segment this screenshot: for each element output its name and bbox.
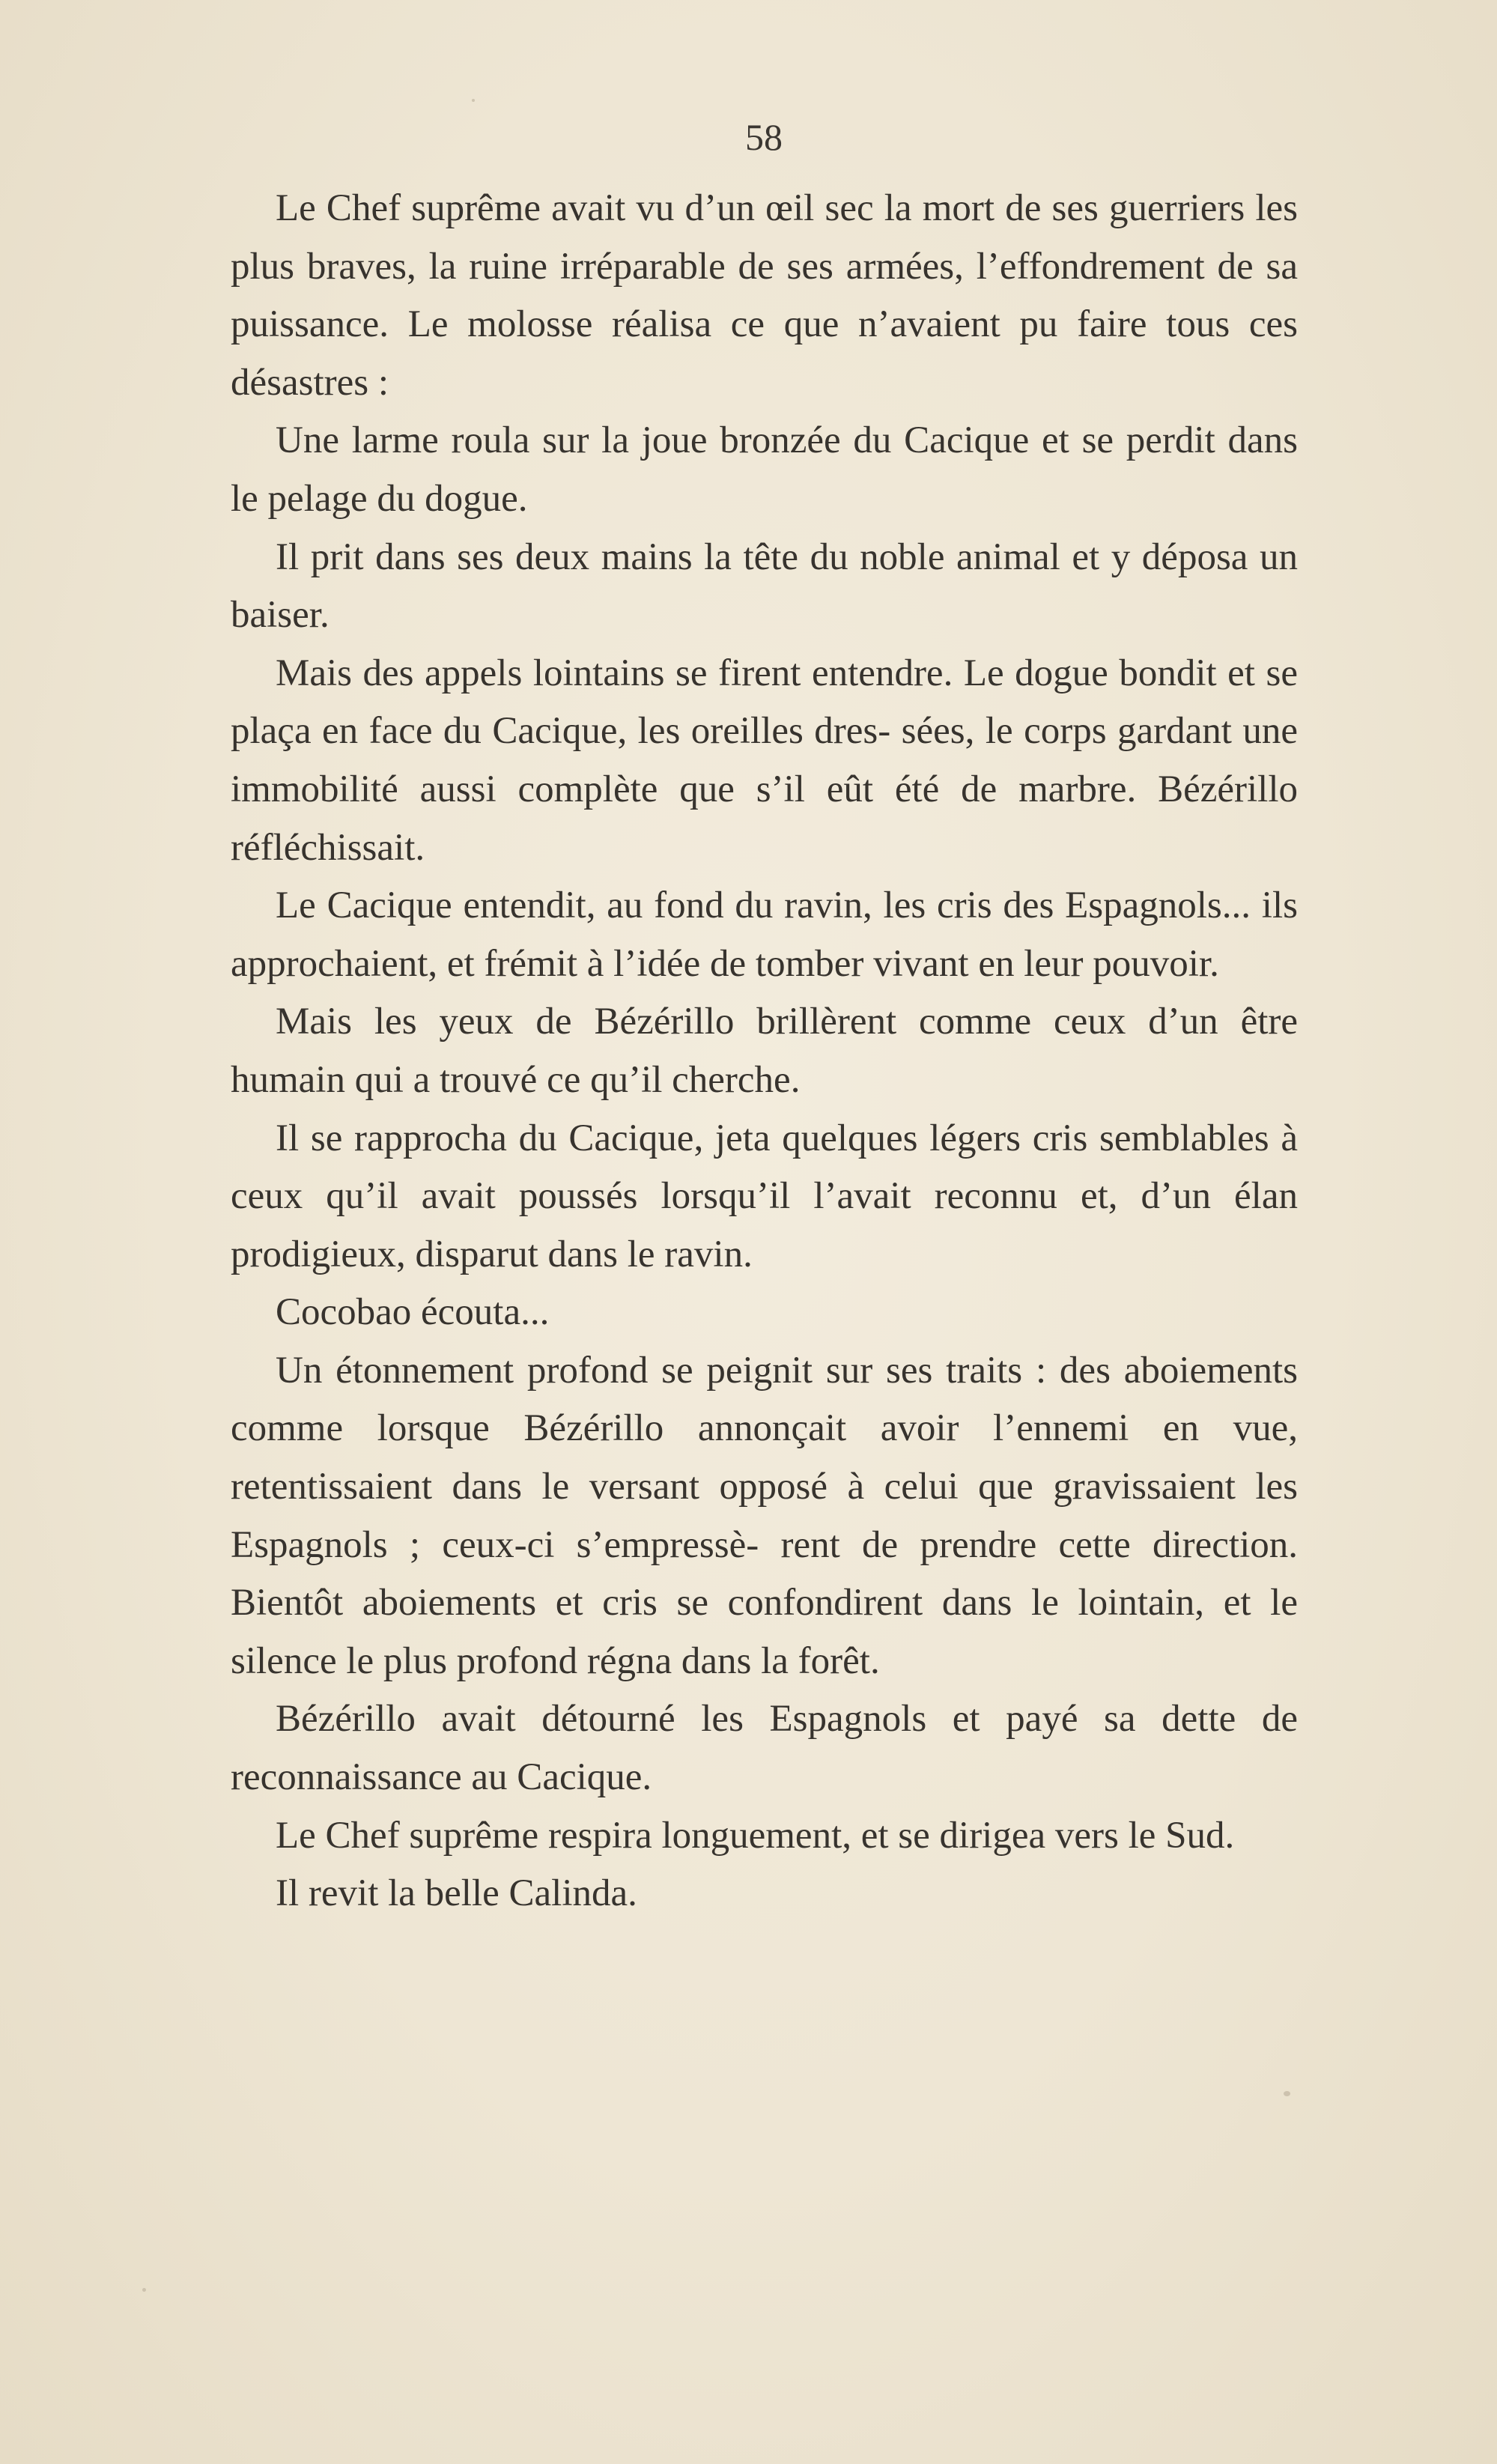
paper-speck [142, 2288, 146, 2292]
paragraph-3: Il prit dans ses deux mains la tête du noble animal et y déposa un baiser. [231, 535, 1298, 637]
paragraph-1: Le Chef suprême avait vu d’un œil sec la mort de ses guerriers les plus braves, la ruine irréparable de ses armées, l’effondrement de sa puissance. Le molosse réalisa ce que n’avaient pu faire tous ces désastres : [231, 187, 1298, 404]
page-number: 58 [745, 116, 783, 158]
paper-speck [472, 99, 475, 102]
paragraph-12: Il revit la belle Calinda. [276, 1872, 637, 1915]
paragraph-5: Le Cacique entendit, au fond du ravin, les cris des Espagnols... ils approchaient, et frémit à l’idée de tomber vivant en leur pouvoir. [231, 884, 1298, 985]
paragraph-7: Il se rapprocha du Cacique, jeta quelques légers cris semblables à ceux qu’il avait poussés lorsqu’il l’avait reconnu et, d’un élan prodigieux, disparut dans le ravin. [231, 1117, 1298, 1275]
paragraph-9: Un étonnement profond se peignit sur ses traits : des aboiements comme lorsque Bézérillo annonçait avoir l’ennemi en vue, retentissaient dans le versant opposé à celui que gravissaient les Espagnols ; ceux-ci s’empressè- rent de prendre cette direction. Bientôt aboiements et cris se confondirent dans le lointain, et le silence le plus profond régna dans la forêt. [231, 1349, 1298, 1682]
paragraph-2: Une larme roula sur la joue bronzée du Cacique et se perdit dans le pelage du dogue. [231, 419, 1298, 520]
paragraph-4: Mais des appels lointains se firent entendre. Le dogue bondit et se plaça en face du Cacique, les oreilles dres- sées, le corps gardant une immobilité aussi complète que s’il eût été de marbre. Bézérillo réfléchissait. [231, 652, 1298, 869]
paragraph-8: Cocobao écouta... [276, 1291, 550, 1334]
paragraph-11: Le Chef suprême respira longuement, et se dirigea vers le Sud. [276, 1814, 1235, 1857]
paragraph-6: Mais les yeux de Bézérillo brillèrent comme ceux d’un être humain qui a trouvé ce qu’il cherche. [231, 1001, 1298, 1101]
body-text [231, 180, 1298, 1923]
paragraph-10: Bézérillo avait détourné les Espagnols et payé sa dette de reconnaissance au Cacique. [231, 1698, 1298, 1799]
paper-speck [1284, 2091, 1290, 2096]
